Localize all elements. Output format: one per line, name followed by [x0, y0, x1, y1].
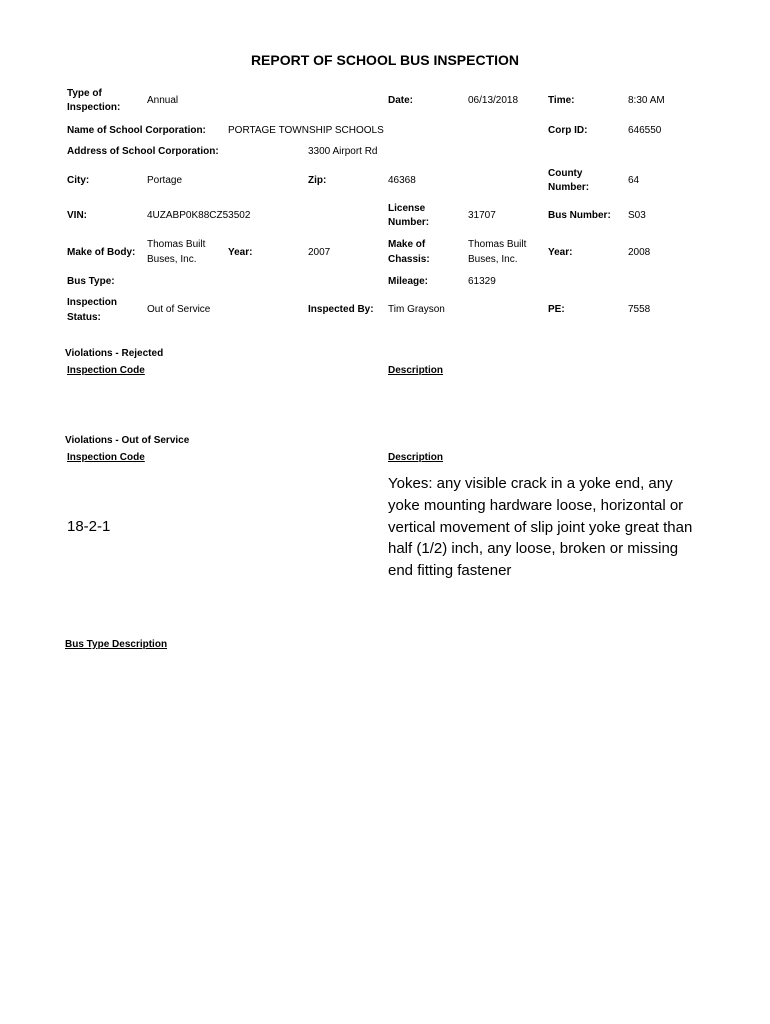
vin-value: 4UZABP0K88CZ53502 [147, 210, 251, 221]
bus-type-label: Bus Type: [67, 276, 115, 287]
oos-violation-description [388, 473, 692, 582]
description-line: yoke mounting hardware loose, horizontal or [388, 496, 684, 514]
corp-id-label: Corp ID: [548, 125, 588, 136]
bus-type-description-heading: Bus Type Description [65, 639, 168, 650]
oos-description-header: Description [388, 452, 444, 463]
violations-rejected-heading: Violations - Rejected [65, 348, 164, 359]
date-label: Date: [388, 95, 414, 106]
description-line: half (1/2) inch, any loose, broken or missing [388, 540, 679, 558]
inspected-by-value: Tim Grayson [388, 304, 445, 315]
description-line: Yokes: any visible crack in a yoke end, any [388, 475, 673, 492]
make-body-value-2: Buses, Inc. [147, 254, 197, 265]
school-corp-value: PORTAGE TOWNSHIP SCHOOLS [228, 125, 384, 136]
license-label-2: Number: [388, 217, 430, 228]
address-label: Address of School Corporation: [67, 146, 219, 157]
city-value: Portage [147, 175, 183, 186]
address-value: 3300 Airport Rd [308, 146, 378, 157]
chassis-year-value: 2008 [628, 247, 651, 258]
oos-violation-code: 18-2-1 [67, 518, 111, 535]
description-line: vertical movement of slip joint yoke great than [388, 518, 693, 536]
corp-id-value: 646550 [628, 125, 662, 136]
time-value: 8:30 AM [628, 95, 665, 106]
county-value: 64 [628, 175, 640, 186]
make-chassis-label-1: Make of [388, 239, 426, 250]
license-label-1: License [388, 203, 426, 214]
bus-number-value: S03 [628, 210, 646, 221]
vin-label: VIN: [67, 210, 87, 221]
make-body-label: Make of Body: [67, 247, 136, 258]
body-year-value: 2007 [308, 247, 331, 258]
pe-label: PE: [548, 304, 565, 315]
inspected-by-label: Inspected By: [308, 304, 374, 315]
status-label-2: Status: [67, 312, 101, 323]
type-of-inspection-value: Annual [147, 95, 179, 106]
school-corp-label: Name of School Corporation: [67, 125, 206, 136]
mileage-value: 61329 [468, 276, 496, 287]
pe-value: 7558 [628, 304, 651, 315]
rejected-inspection-code-header: Inspection Code [67, 365, 145, 376]
description-line: end fitting fastener [388, 562, 512, 580]
make-chassis-value-1: Thomas Built [468, 239, 527, 250]
bus-number-label: Bus Number: [548, 210, 611, 221]
license-value: 31707 [468, 210, 496, 221]
make-chassis-label-2: Chassis: [388, 254, 430, 265]
county-label-1: County [548, 168, 583, 179]
type-of-inspection-label-1: Type of [67, 88, 102, 99]
county-label-2: Number: [548, 182, 590, 193]
city-label: City: [67, 175, 90, 186]
type-of-inspection-label-2: Inspection: [67, 102, 121, 113]
body-year-label: Year: [228, 247, 253, 258]
chassis-year-label: Year: [548, 247, 573, 258]
date-value: 06/13/2018 [468, 95, 519, 106]
make-chassis-value-2: Buses, Inc. [468, 254, 518, 265]
zip-value: 46368 [388, 175, 416, 186]
oos-inspection-code-header: Inspection Code [67, 452, 145, 463]
violations-oos-heading: Violations - Out of Service [65, 435, 190, 446]
make-body-value-1: Thomas Built [147, 239, 206, 250]
zip-label: Zip: [308, 175, 327, 186]
rejected-description-header: Description [388, 365, 444, 376]
status-label-1: Inspection [67, 297, 118, 308]
time-label: Time: [548, 95, 575, 106]
mileage-label: Mileage: [388, 276, 429, 287]
page-title: REPORT OF SCHOOL BUS INSPECTION [250, 52, 520, 68]
status-value: Out of Service [147, 304, 211, 315]
